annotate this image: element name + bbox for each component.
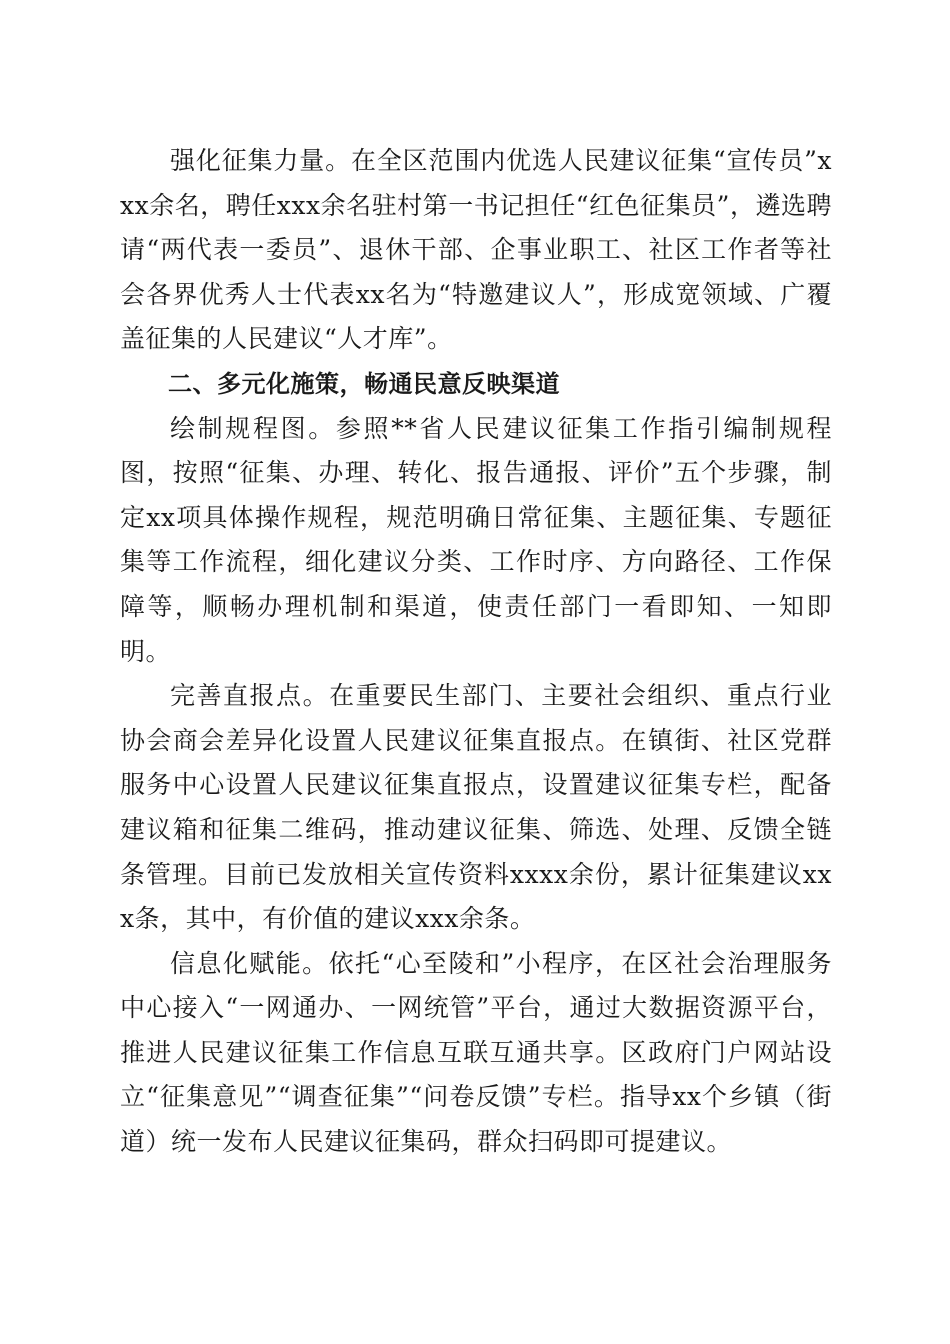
paragraph-informatization: 信息化赋能。依托“心至陵和”小程序，在区社会治理服务中心接入“一网通办、一网统管”平台，通过大数据资源平台，推进人民建议征集工作信息互联互通共享。区政府门户网站设立“征集意见”“调查征集”“问卷反馈”专栏。指导xx个乡镇（街道）统一发布人民建议征集码，群众扫码即可提建议。 xyxy=(120,948,832,1157)
document-body xyxy=(120,139,832,1165)
paragraph-direct-report-points: 完善直报点。在重要民生部门、主要社会组织、重点行业协会商会差异化设置人民建议征集直报点。在镇街、社区党群服务中心设置人民建议征集直报点，设置建议征集专栏，配备建议箱和征集二维码，推动建议征集、筛选、处理、反馈全链条管理。目前已发放相关宣传资料xxxx余份，累计征集建议xxx条，其中，有价值的建议xxx余条。 xyxy=(120,681,832,934)
section-heading-two: 二、多元化施策，畅通民意反映渠道 xyxy=(168,369,560,398)
paragraph-strengthen-collection: 强化征集力量。在全区范围内优选人民建议征集“宣传员”xxx余名，聘任xxx余名驻村第一书记担任“红色征集员”，遴选聘请“两代表一委员”、退休干部、企事业职工、社区工作者等社会各界优秀人士代表xx名为“特邀建议人”，形成宽领域、广覆盖征集的人民建议“人才库”。 xyxy=(120,146,832,354)
paragraph-procedure-chart: 绘制规程图。参照**省人民建议征集工作指引编制规程图，按照“征集、办理、转化、报告通报、评价”五个步骤，制定xx项具体操作规程，规范明确日常征集、主题征集、专题征集等工作流程，细化建议分类、工作时序、方向路径、工作保障等，顺畅办理机制和渠道，使责任部门一看即知、一知即明。 xyxy=(120,413,832,666)
